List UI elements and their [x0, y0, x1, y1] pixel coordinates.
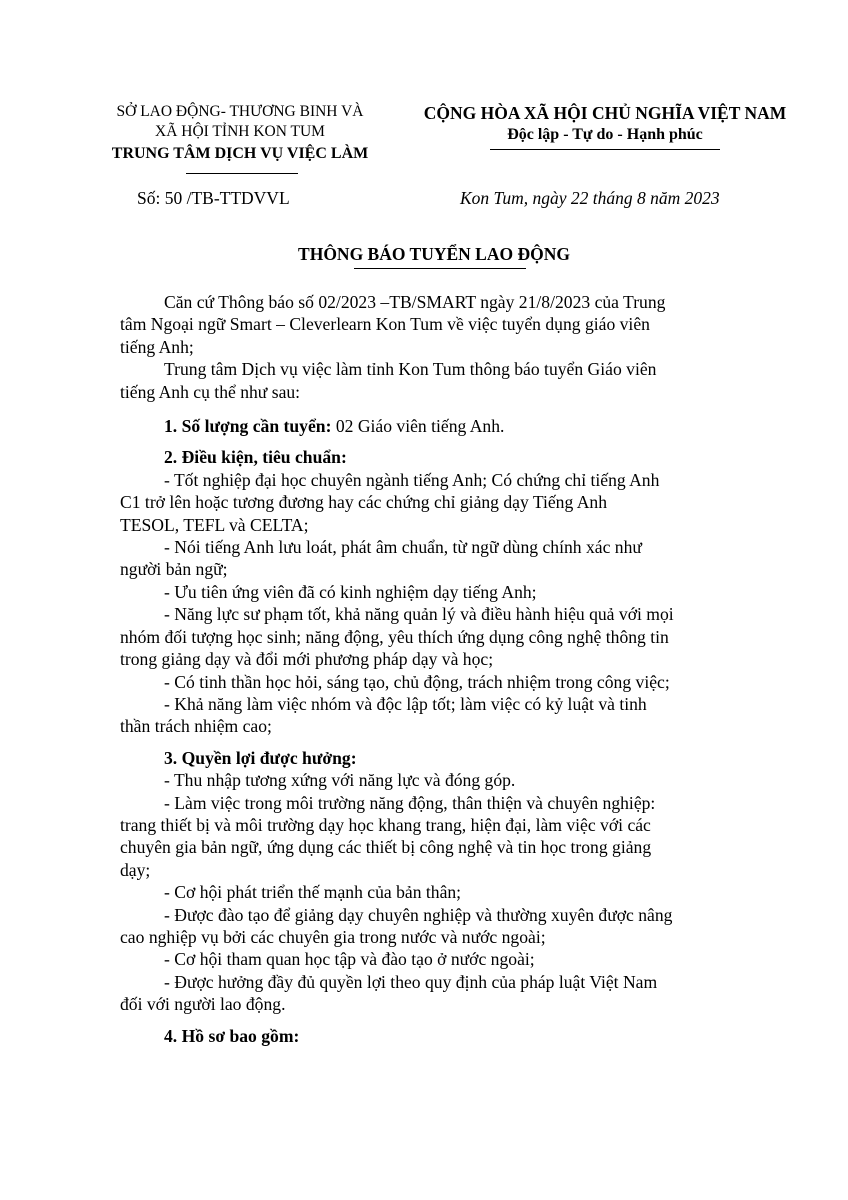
place-date: Kon Tum, ngày 22 tháng 8 năm 2023 — [460, 188, 720, 208]
agency-line-1: SỞ LAO ĐỘNG- THƯƠNG BINH VÀ — [116, 103, 364, 120]
list-item: - Cơ hội phát triển thế mạnh của bản thân; — [164, 882, 462, 903]
country-name: CỘNG HÒA XÃ HỘI CHỦ NGHĨA VIỆT NAM — [423, 103, 787, 123]
section-3-heading: 3. Quyền lợi được hưởng: — [164, 747, 357, 768]
list-item: - Khả năng làm việc nhóm và độc lập tốt; làm việc có kỷ luật và tinh — [164, 693, 647, 714]
list-item: - Cơ hội tham quan học tập và đào tạo ở nước ngoài; — [164, 949, 535, 970]
list-item: trang thiết bị và môi trường dạy học khang trang, hiện đại, làm việc với các — [120, 814, 651, 835]
list-item: người bản ngữ; — [120, 559, 228, 580]
intro-line: Trung tâm Dịch vụ việc làm tỉnh Kon Tum thông báo tuyển Giáo viên — [164, 359, 657, 380]
title-underline — [354, 268, 526, 269]
document-body — [120, 291, 742, 1047]
list-item: nhóm đối tượng học sinh; năng động, yêu thích ứng dụng công nghệ thông tin — [120, 626, 669, 647]
list-item: - Năng lực sư phạm tốt, khả năng quản lý và điều hành hiệu quả với mọi — [164, 604, 674, 625]
list-item: thần trách nhiệm cao; — [120, 716, 272, 737]
intro-line: tiếng Anh; — [120, 336, 194, 357]
list-item: - Có tinh thần học hỏi, sáng tạo, chủ động, trách nhiệm trong công việc; — [164, 671, 670, 692]
list-item: trong giảng dạy và đổi mới phương pháp dạy và học; — [120, 649, 494, 670]
section-2-heading: 2. Điều kiện, tiêu chuẩn: — [164, 447, 347, 468]
list-item: - Tốt nghiệp đại học chuyên ngành tiếng Anh; Có chứng chỉ tiếng Anh — [164, 469, 660, 490]
list-item: - Thu nhập tương xứng với năng lực và đóng góp. — [164, 770, 516, 791]
list-item: - Được hưởng đầy đủ quyền lợi theo quy định của pháp luật Việt Nam — [164, 971, 658, 992]
document-number: Số: 50 /TB-TTDVVL — [137, 188, 290, 208]
section-1 — [120, 415, 742, 437]
document-title: THÔNG BÁO TUYỂN LAO ĐỘNG — [298, 244, 570, 264]
intro-line: tâm Ngoại ngữ Smart – Cleverlearn Kon Tum về việc tuyển dụng giáo viên — [120, 314, 650, 335]
list-item: - Nói tiếng Anh lưu loát, phát âm chuẩn, từ ngữ dùng chính xác như — [164, 537, 642, 558]
list-item: C1 trở lên hoặc tương đương hay các chứng chỉ giảng dạy Tiếng Anh — [120, 492, 607, 513]
section-1-heading: 1. Số lượng cần tuyển: — [164, 416, 332, 437]
center-name: TRUNG TÂM DỊCH VỤ VIỆC LÀM — [111, 145, 369, 162]
intro-line: tiếng Anh cụ thể như sau: — [120, 381, 301, 402]
list-item: đối với người lao động. — [120, 994, 286, 1015]
section-4-heading: 4. Hồ sơ bao gồm: — [164, 1025, 300, 1046]
motto: Độc lập - Tự do - Hạnh phúc — [507, 126, 703, 143]
list-item: - Làm việc trong môi trường năng động, thân thiện và chuyên nghiệp: — [164, 792, 656, 813]
agency-line-2: XÃ HỘI TỈNH KON TUM — [155, 123, 325, 140]
section-1-text: 02 Giáo viên tiếng Anh. — [331, 416, 505, 437]
center-underline — [186, 173, 298, 174]
motto-underline — [490, 149, 720, 150]
list-item: - Ưu tiên ứng viên đã có kinh nghiệm dạy tiếng Anh; — [164, 581, 537, 602]
intro-line: Căn cứ Thông báo số 02/2023 –TB/SMART ngày 21/8/2023 của Trung — [164, 292, 666, 312]
list-item: dạy; — [120, 859, 151, 880]
list-item: TESOL, TEFL và CELTA; — [120, 514, 309, 535]
list-item: chuyên gia bản ngữ, ứng dụng các thiết bị công nghệ và tin học trong giảng — [120, 837, 652, 858]
list-item: cao nghiệp vụ bởi các chuyên gia trong nước và nước ngoài; — [120, 926, 546, 947]
list-item: - Được đào tạo để giảng dạy chuyên nghiệp và thường xuyên được nâng — [164, 904, 673, 925]
